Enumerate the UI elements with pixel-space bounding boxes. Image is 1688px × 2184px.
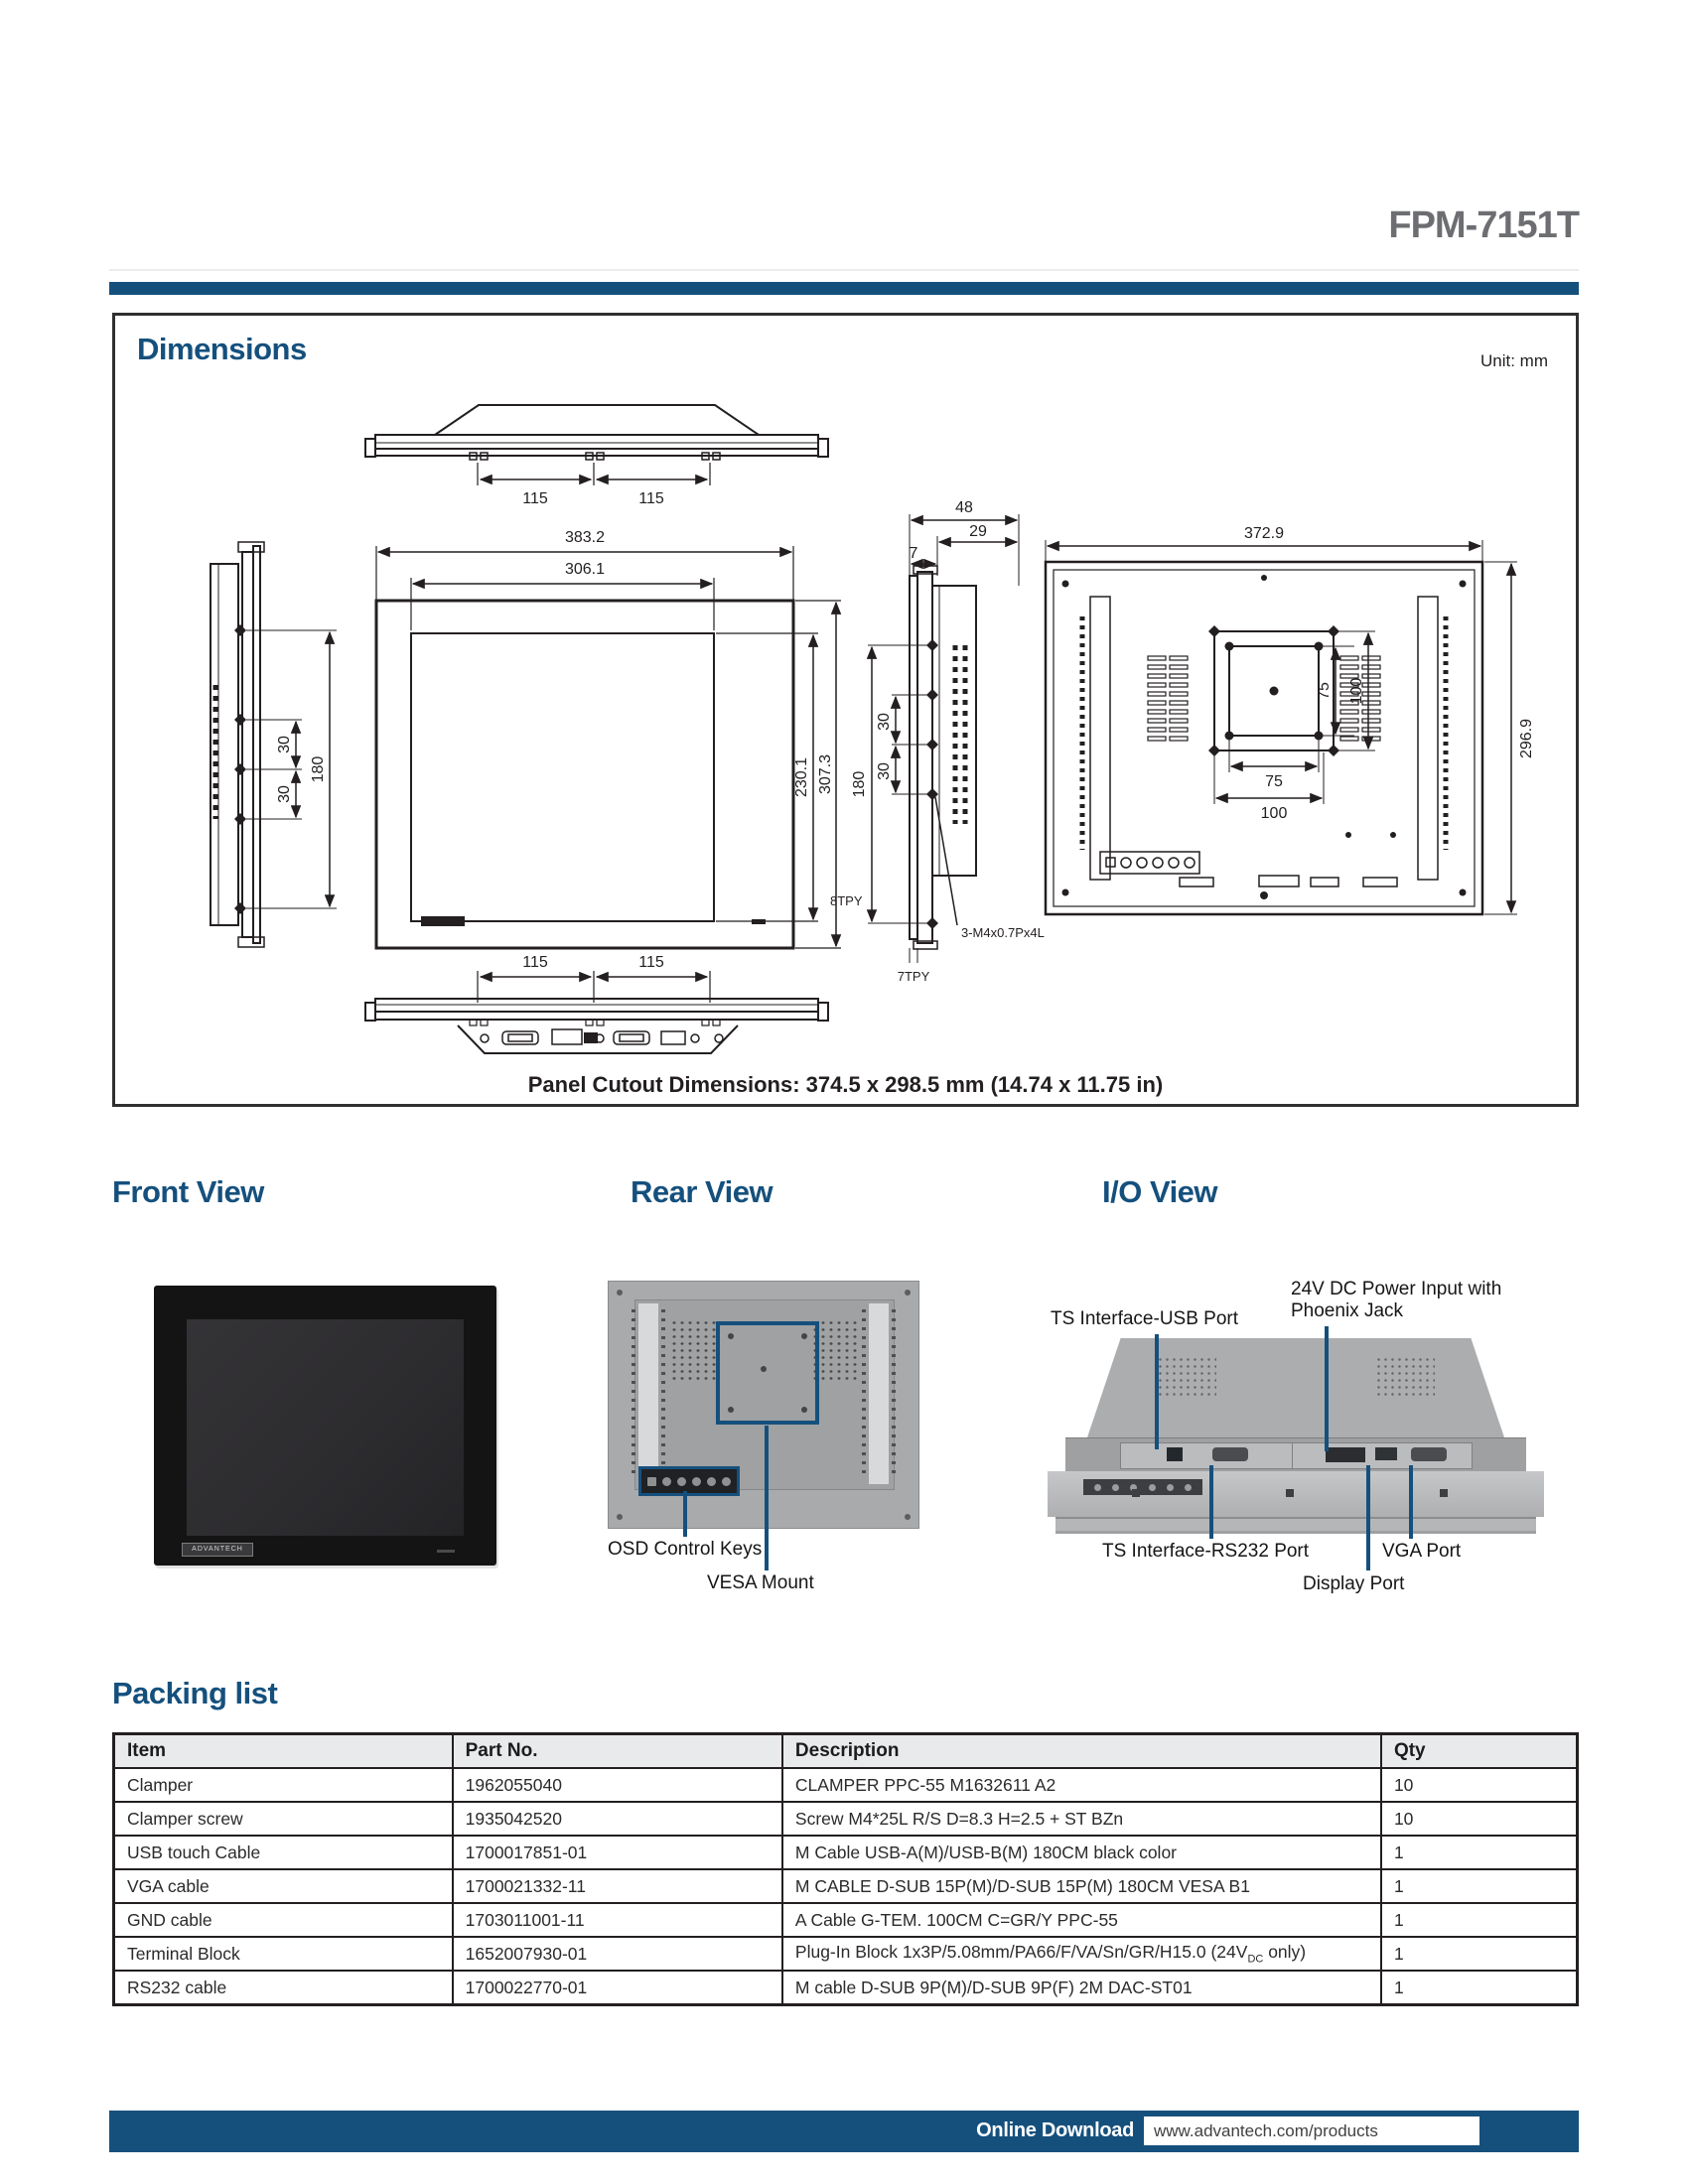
dim-label: 8TPY [830, 893, 863, 908]
io-foot-mark [1440, 1489, 1448, 1497]
case-screw [617, 1290, 623, 1296]
displayport-callout-line [1366, 1465, 1370, 1570]
part-cell: 1652007930-01 [453, 1937, 782, 1971]
osd-button [1185, 1484, 1192, 1491]
dim-label: 115 [638, 954, 664, 971]
osd-button [1167, 1484, 1174, 1491]
io-vent-left [1157, 1356, 1216, 1396]
col-header-description: Description [782, 1734, 1381, 1769]
desc-cell: A Cable G-TEM. 100CM C=GR/Y PPC-55 [782, 1903, 1381, 1937]
power-input-label-line2: Phoenix Jack [1291, 1300, 1404, 1321]
vent-dot-column [632, 1309, 635, 1478]
item-cell: Clamper [114, 1768, 453, 1802]
rs232-callout-line [1209, 1465, 1213, 1539]
io-photo-base [1055, 1517, 1536, 1534]
dim-label: 30 [276, 736, 293, 753]
osd-button [1094, 1484, 1101, 1491]
case-screw [905, 1290, 911, 1296]
hairline-rule [109, 269, 1579, 271]
osd-keys-label: OSD Control Keys [608, 1539, 763, 1560]
item-cell: VGA cable [114, 1869, 453, 1903]
qty-cell: 1 [1381, 1836, 1578, 1869]
osd-keys-highlight [638, 1466, 740, 1496]
vent-dot-column [862, 1309, 866, 1478]
left-side-clamps [234, 624, 246, 914]
dim-label: 7TPY [897, 969, 930, 984]
desc-subscript: DC [1247, 1953, 1264, 1966]
dimensions-panel [112, 313, 1579, 1107]
desc-cell: M CABLE D-SUB 15P(M)/D-SUB 15P(M) 180CM VESA B1 [782, 1869, 1381, 1903]
desc-text: only) [1263, 1942, 1307, 1963]
vesa-screw-dot [728, 1333, 734, 1339]
io-photo-bezel [1048, 1471, 1544, 1517]
front-photo-mark [437, 1550, 455, 1553]
item-cell: GND cable [114, 1903, 453, 1937]
top-view-lines [365, 405, 828, 485]
desc-cell: CLAMPER PPC-55 M1632611 A2 [782, 1768, 1381, 1802]
vent-dot-column [892, 1309, 896, 1478]
part-cell: 1700021332-11 [453, 1869, 782, 1903]
rear-mount-strip-left [638, 1303, 658, 1484]
advantech-logo: ADVANTECH [182, 1543, 253, 1557]
case-screw [617, 1514, 623, 1520]
vent-grid-left [670, 1319, 716, 1381]
drawing-front-view [361, 526, 848, 968]
table-row [114, 1802, 1578, 1836]
dim-label: 48 [955, 499, 973, 516]
part-cell: 1962055040 [453, 1768, 782, 1802]
dim-label: 100 [1348, 677, 1365, 705]
qty-cell: 1 [1381, 1869, 1578, 1903]
dim-label: 30 [876, 762, 893, 780]
dim-label: 30 [276, 785, 293, 803]
vesa-callout-line [765, 1426, 769, 1570]
desc-cell [782, 1937, 1381, 1971]
part-cell: 1700017851-01 [453, 1836, 782, 1869]
osd-button [692, 1477, 701, 1486]
header-blue-rule [109, 282, 1579, 295]
io-foot-mark [1286, 1489, 1294, 1497]
dim-label: 230.1 [793, 756, 810, 798]
vga-callout-line [1409, 1465, 1413, 1539]
dim-label: 296.9 [1518, 718, 1535, 759]
dim-label: 115 [522, 954, 548, 971]
dim-label: 30 [876, 713, 893, 731]
packing-list-title: Packing list [112, 1676, 278, 1710]
footer-bar [109, 2111, 1579, 2152]
power-callout-line [1325, 1326, 1329, 1451]
item-cell: Terminal Block [114, 1937, 453, 1971]
osd-button [707, 1477, 716, 1486]
rear-view-title: Rear View [631, 1174, 774, 1209]
qty-cell: 10 [1381, 1802, 1578, 1836]
dim-label: 29 [969, 523, 987, 540]
item-cell: Clamper screw [114, 1802, 453, 1836]
table-row [114, 1768, 1578, 1802]
osd-button [662, 1477, 671, 1486]
case-screw [905, 1514, 911, 1520]
vesa-center-dot [761, 1366, 767, 1372]
table-row [114, 1836, 1578, 1869]
vga-port [1411, 1447, 1447, 1461]
dim-label: 75 [1265, 773, 1283, 790]
screw-spec-label: 3-M4x0.7Px4L [961, 925, 1045, 940]
usb-port [1167, 1447, 1183, 1461]
vga-port-label: VGA Port [1382, 1541, 1462, 1562]
drawing-left-side-view [153, 536, 381, 953]
part-cell: 1700022770-01 [453, 1971, 782, 2005]
qty-cell: 1 [1381, 1971, 1578, 2005]
table-row [114, 1869, 1578, 1903]
online-download-label: Online Download [976, 2119, 1134, 2141]
unit-label: Unit: mm [1480, 351, 1548, 370]
osd-button [722, 1477, 731, 1486]
io-osd-buttons [1083, 1479, 1202, 1495]
io-photo-back-panel [1087, 1338, 1504, 1437]
osd-callout-line [683, 1491, 687, 1537]
front-logo-mark [421, 916, 465, 926]
bottom-connector-block [584, 1032, 598, 1043]
table-row [114, 1937, 1578, 1971]
dim-label: 115 [522, 490, 548, 507]
io-view-title: I/O View [1102, 1174, 1218, 1209]
desc-cell: Screw M4*25L R/S D=8.3 H=2.5 + ST BZn [782, 1802, 1381, 1836]
dim-label: 115 [638, 490, 664, 507]
io-foot-mark [1132, 1489, 1140, 1497]
power-input-label-line1: 24V DC Power Input with [1291, 1279, 1502, 1299]
front-view-title: Front View [112, 1174, 264, 1209]
rear-view-dots [1062, 575, 1467, 899]
vent-dot-column [661, 1309, 665, 1478]
desc-cell: M Cable USB-A(M)/USB-B(M) 180CM black color [782, 1836, 1381, 1869]
dim-label: 7 [909, 545, 918, 562]
dim-label: 75 [1316, 682, 1333, 700]
osd-button [647, 1477, 656, 1486]
front-view-photo [154, 1286, 496, 1566]
usb-callout-line [1155, 1334, 1159, 1449]
vesa-screw-dot [801, 1407, 807, 1413]
front-view-lines [376, 546, 841, 948]
rear-view-lines [1046, 540, 1517, 914]
front-small-mark [752, 919, 766, 924]
footer-url[interactable]: www.advantech.com/products [1154, 2121, 1378, 2140]
part-cell: 1935042520 [453, 1802, 782, 1836]
col-header-item: Item [114, 1734, 453, 1769]
drawing-bottom-view [363, 953, 830, 1077]
col-header-part: Part No. [453, 1734, 782, 1769]
vesa-screw-dot [728, 1407, 734, 1413]
col-header-qty: Qty [1381, 1734, 1578, 1769]
table-row [114, 1903, 1578, 1937]
dim-label: 180 [310, 755, 327, 783]
osd-button [677, 1477, 686, 1486]
product-code: FPM-7151T [1388, 205, 1579, 246]
dim-label: 180 [851, 770, 868, 798]
osd-button [1112, 1484, 1119, 1491]
table-row [114, 1971, 1578, 2005]
qty-cell: 10 [1381, 1768, 1578, 1802]
dim-label: 372.9 [1243, 525, 1285, 542]
item-cell: RS232 cable [114, 1971, 453, 2005]
desc-cell: M cable D-SUB 9P(M)/D-SUB 9P(F) 2M DAC-ST01 [782, 1971, 1381, 2005]
osd-button [1149, 1484, 1156, 1491]
io-vent-right [1375, 1356, 1435, 1396]
display-port [1375, 1447, 1397, 1460]
footer-url-box [1144, 2116, 1479, 2145]
panel-cutout-note: Panel Cutout Dimensions: 374.5 x 298.5 mm (14.74 x 11.75 in) [527, 1072, 1164, 1097]
item-cell: USB touch Cable [114, 1836, 453, 1869]
rear-view-photo [608, 1281, 919, 1529]
dim-label: 307.3 [817, 753, 834, 795]
table-header-row [114, 1734, 1578, 1769]
left-side-lines [211, 542, 337, 947]
rear-mount-strip-right [869, 1303, 889, 1484]
dim-label: 100 [1260, 805, 1288, 822]
io-view-photo [1048, 1338, 1544, 1533]
io-port-band [1065, 1437, 1526, 1472]
vesa-mount-highlight [716, 1321, 819, 1425]
dim-label: 306.1 [564, 561, 606, 578]
drawing-rear-view [1021, 522, 1572, 959]
side-profile-lines [868, 514, 1019, 963]
power-input-jack [1326, 1447, 1365, 1462]
vesa-mount-label: VESA Mount [707, 1572, 814, 1593]
desc-text: Plug-In Block 1x3P/5.08mm/PA66/F/VA/Sn/GR/H15.0 (24V [794, 1942, 1248, 1963]
vent-slats [1148, 656, 1380, 741]
usb-port-label: TS Interface-USB Port [1051, 1308, 1239, 1329]
dim-label: 383.2 [564, 529, 606, 546]
drawing-top-view [363, 383, 830, 512]
vesa-screw-dot [801, 1333, 807, 1339]
qty-cell: 1 [1381, 1903, 1578, 1937]
rs232-port-label: TS Interface-RS232 Port [1102, 1541, 1310, 1562]
qty-cell: 1 [1381, 1937, 1578, 1971]
packing-list-table [112, 1732, 1579, 2006]
display-port-label: Display Port [1303, 1573, 1405, 1594]
front-photo-screen [187, 1319, 464, 1536]
part-cell: 1703011001-11 [453, 1903, 782, 1937]
dimensions-title: Dimensions [137, 332, 307, 366]
rs232-port [1212, 1447, 1248, 1461]
